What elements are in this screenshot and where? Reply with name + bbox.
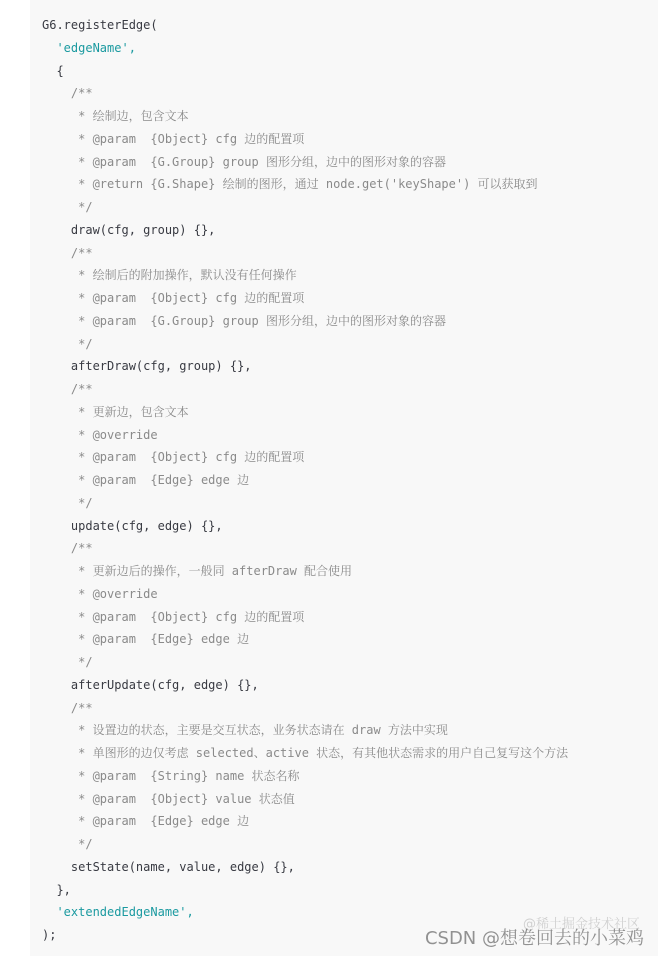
code-line: * @param {String} name 状态名称: [42, 768, 300, 783]
watermark-secondary: @稀土掘金技术社区: [522, 917, 640, 932]
code-line: draw(cfg, group) {},: [42, 222, 216, 237]
code-line: },: [42, 882, 71, 897]
code-line: * @param {Edge} edge 边: [42, 632, 250, 647]
code-listing: [42, 14, 568, 947]
code-line: * @param {G.Group} group 图形分组，边中的图形对象的容器: [42, 154, 446, 169]
code-line: setState(name, value, edge) {},: [42, 859, 295, 874]
code-line: * 绘制后的附加操作，默认没有任何操作: [42, 268, 297, 283]
code-line: * 绘制边，包含文本: [42, 109, 189, 123]
code-line: * 设置边的状态，主要是交互状态，业务状态请在 draw 方法中实现: [42, 723, 448, 738]
code-line: * @param {Edge} edge 边: [42, 473, 250, 487]
code-line: /**: [42, 245, 93, 260]
code-line: /**: [42, 541, 93, 556]
code-line: * @param {Edge} edge 边: [42, 814, 250, 829]
code-line: /**: [42, 86, 93, 101]
code-line: * @param {Object} cfg 边的配置项: [42, 291, 305, 305]
code-line: 'extendedEdgeName',: [42, 905, 194, 920]
code-block: [30, 0, 658, 956]
code-line: * @return {G.Shape} 绘制的图形，通过 node.get('keyShape') 可以获取到: [42, 177, 538, 192]
code-line: * @param {Object} cfg 边的配置项: [42, 609, 305, 624]
code-line: afterUpdate(cfg, edge) {},: [42, 677, 259, 692]
code-line: */: [42, 837, 93, 851]
code-line: * @override: [42, 427, 158, 442]
code-line: */: [42, 200, 93, 214]
code-line: /**: [42, 382, 93, 396]
code-line: * @param {Object} cfg 边的配置项: [42, 450, 305, 465]
code-line: /**: [42, 700, 93, 715]
code-line: * @override: [42, 586, 158, 601]
code-line: * 更新边后的操作，一般同 afterDraw 配合使用: [42, 564, 353, 578]
code-line: */: [42, 655, 93, 669]
code-line: */: [42, 495, 93, 510]
watermark: CSDN @想卷回去的小菜鸡: [424, 928, 644, 949]
code-line: afterDraw(cfg, group) {},: [42, 359, 252, 374]
code-line: );: [42, 928, 57, 942]
code-line: * @param {Object} value 状态值: [42, 791, 295, 806]
code-line: {: [42, 63, 64, 78]
code-line: 'edgeName',: [42, 40, 136, 55]
code-line: * @param {Object} cfg 边的配置项: [42, 131, 305, 146]
code-line: */: [42, 336, 93, 351]
code-line: * 更新边，包含文本: [42, 404, 189, 419]
code-line: * @param {G.Group} group 图形分组，边中的图形对象的容器: [42, 313, 446, 328]
code-line: G6.registerEdge(: [42, 18, 158, 32]
code-line: * 单图形的边仅考虑 selected、active 状态，有其他状态需求的用户自己复写这个方法: [42, 746, 569, 760]
code-line: update(cfg, edge) {},: [42, 518, 223, 533]
